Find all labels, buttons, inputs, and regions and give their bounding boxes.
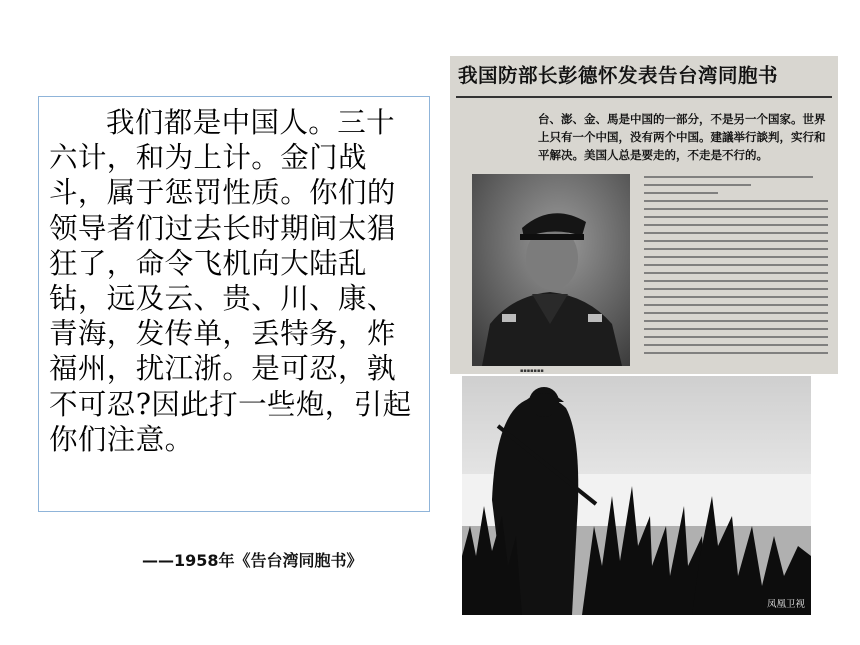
clipping-body-text [644,176,828,360]
soldier-silhouette-image [462,376,811,615]
portrait-photo [472,174,630,366]
photo-watermark: 凤凰卫视 [766,599,805,610]
quote-source: ——1958年《告台湾同胞书》 [142,551,363,570]
quote-text: 我们都是中国人。三十六计，和为上计。金门战斗，属于惩罚性质。你们的领导者们过去长时期间太猖狂了，命令飞机向大陆乱钻，远及云、贵、川、康、青海，发传单，丢特务，炸福州，扰江浙。是可忍，孰不可忍?因此打一些炮，引起你们注意。 [49,106,412,456]
clipping-headline: 我国防部长彭德怀发表告台湾同胞书 [458,64,779,87]
quote-box [38,96,430,512]
clipping-rule [456,96,832,98]
portrait-caption: ▪▪▪▪▪▪▪ [520,368,544,374]
soldier-photo [462,376,811,615]
newspaper-clipping [450,56,838,374]
clipping-subhead: 台、澎、金、馬是中国的一部分，不是另一个国家。世界上只有一个中国，没有两个中国。建議举行談判，实行和平解决。美国人总是要走的，不走是不行的。 [538,112,826,162]
